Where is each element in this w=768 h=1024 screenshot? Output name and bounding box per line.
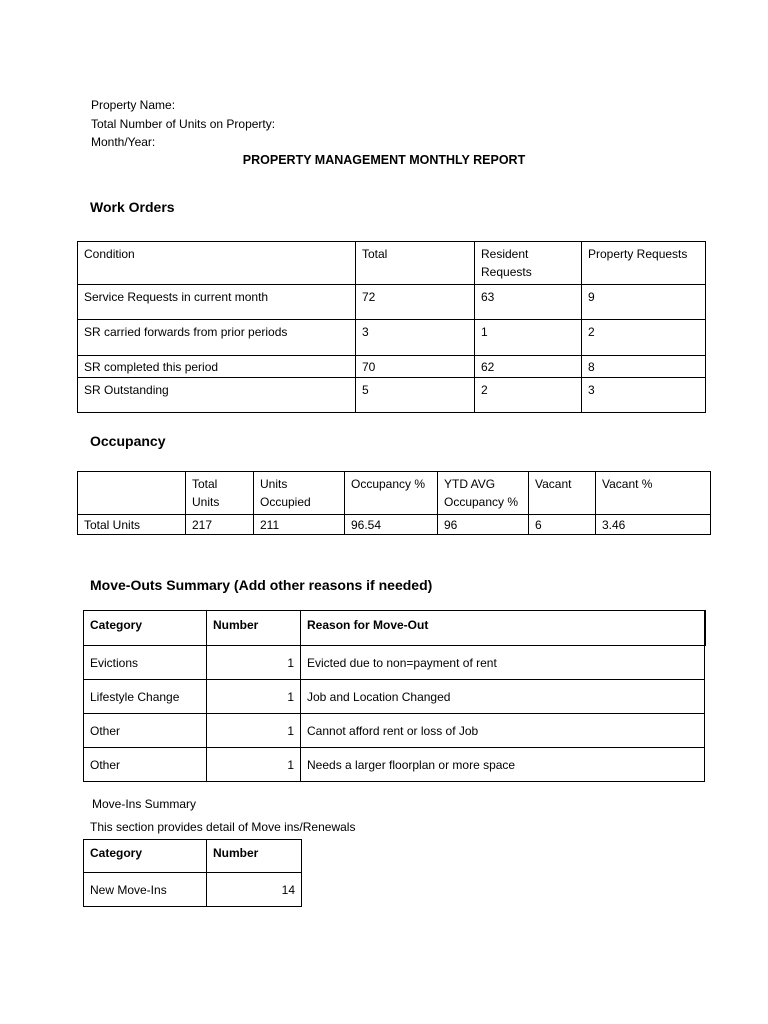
cell: 3 <box>356 320 475 356</box>
table-row <box>78 515 711 535</box>
month-year-label: Month/Year: <box>91 135 156 149</box>
col-ytd-avg-occupancy: YTD AVG Occupancy % <box>438 472 529 515</box>
cell: 62 <box>475 356 582 378</box>
cell: Job and Location Changed <box>301 680 705 714</box>
col-property-requests: Property Requests <box>582 242 706 285</box>
col-vacant-pct: Vacant % <box>596 472 711 515</box>
cell: 3 <box>582 378 706 413</box>
move-outs-table <box>83 610 706 782</box>
cell: SR Outstanding <box>78 378 356 413</box>
col-total-units: Total Units <box>186 472 254 515</box>
table-row <box>78 378 706 413</box>
cell: 1 <box>207 680 301 714</box>
cell: 96 <box>438 515 529 535</box>
table-header-row <box>84 840 302 873</box>
work-orders-table <box>77 241 706 413</box>
col-blank <box>78 472 186 515</box>
move-outs-heading: Move-Outs Summary (Add other reasons if needed) <box>90 577 433 593</box>
cell: 2 <box>475 378 582 413</box>
col-resident-requests: Resident Requests <box>475 242 582 285</box>
move-ins-heading: Move-Ins Summary <box>92 797 197 811</box>
work-orders-heading: Work Orders <box>90 199 175 215</box>
cell: 1 <box>207 646 301 680</box>
cell: Cannot afford rent or loss of Job <box>301 714 705 748</box>
cell: 1 <box>475 320 582 356</box>
cell: Evicted due to non=payment of rent <box>301 646 705 680</box>
cell: SR carried forwards from prior periods <box>78 320 356 356</box>
table-header-row <box>84 611 705 646</box>
cell: Other <box>84 714 207 748</box>
table-row <box>84 873 302 907</box>
cell: 1 <box>207 748 301 782</box>
table-row <box>84 748 705 782</box>
col-number: Number <box>207 840 302 873</box>
col-category: Category <box>84 840 207 873</box>
table-row <box>84 714 705 748</box>
cell: 211 <box>254 515 345 535</box>
cell: 14 <box>207 873 302 907</box>
col-vacant: Vacant <box>529 472 596 515</box>
cell: 70 <box>356 356 475 378</box>
property-name-label: Property Name: <box>91 98 176 112</box>
occupancy-table <box>77 471 711 535</box>
col-condition: Condition <box>78 242 356 285</box>
table-row <box>78 356 706 378</box>
cell: Lifestyle Change <box>84 680 207 714</box>
cell: 96.54 <box>345 515 438 535</box>
move-ins-table <box>83 839 302 907</box>
report-title: PROPERTY MANAGEMENT MONTHLY REPORT <box>242 153 526 167</box>
table-header-row <box>78 242 706 285</box>
col-units-occupied: Units Occupied <box>254 472 345 515</box>
cell: Evictions <box>84 646 207 680</box>
total-units-label: Total Number of Units on Property: <box>91 117 276 131</box>
cell: 5 <box>356 378 475 413</box>
cell: 2 <box>582 320 706 356</box>
cell: 3.46 <box>596 515 711 535</box>
cell: 217 <box>186 515 254 535</box>
table-row <box>84 646 705 680</box>
col-total: Total <box>356 242 475 285</box>
table-row <box>84 680 705 714</box>
table-header-row <box>78 472 711 515</box>
move-ins-description: This section provides detail of Move ins/Renewals <box>90 820 356 834</box>
col-category: Category <box>84 611 207 646</box>
table-row <box>78 320 706 356</box>
occupancy-heading: Occupancy <box>90 433 166 449</box>
col-reason: Reason for Move-Out <box>301 611 705 646</box>
cell: Other <box>84 748 207 782</box>
cell: 63 <box>475 285 582 320</box>
cell: New Move-Ins <box>84 873 207 907</box>
cell: 1 <box>207 714 301 748</box>
cell: 9 <box>582 285 706 320</box>
cell: Service Requests in current month <box>78 285 356 320</box>
cell: 6 <box>529 515 596 535</box>
col-number: Number <box>207 611 301 646</box>
cell: Total Units <box>78 515 186 535</box>
cell: 8 <box>582 356 706 378</box>
cell: SR completed this period <box>78 356 356 378</box>
cell: Needs a larger floorplan or more space <box>301 748 705 782</box>
col-occupancy-pct: Occupancy % <box>345 472 438 515</box>
table-row <box>78 285 706 320</box>
cell: 72 <box>356 285 475 320</box>
